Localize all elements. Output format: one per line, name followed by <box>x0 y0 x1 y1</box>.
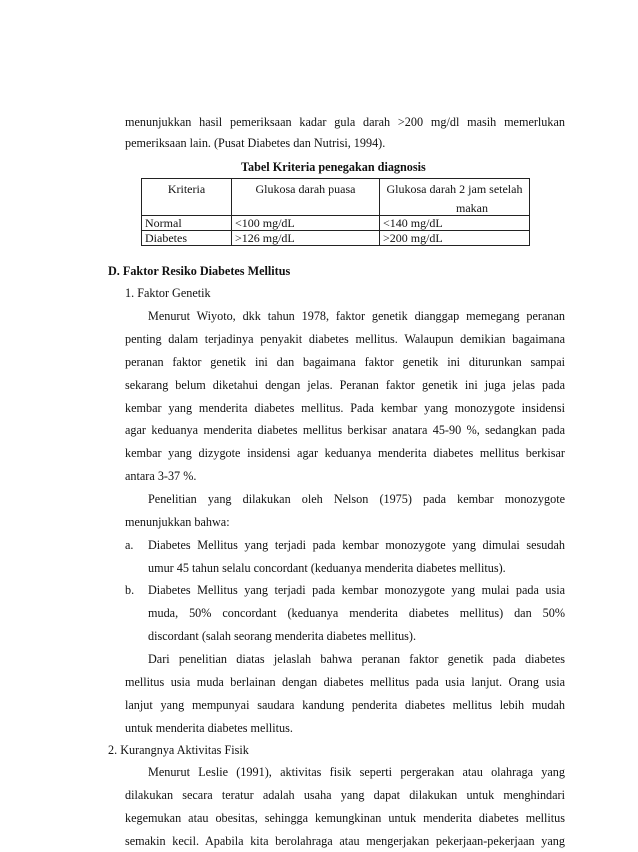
paragraph-line: menunjukkan bahwa: <box>125 514 230 529</box>
table-row <box>142 231 530 246</box>
paragraph-line: kembar yang menderita diabetes mellitus. Pada kembar yang monozygote insidensi <box>125 400 565 415</box>
table-header-cell: Glukosa darah puasa <box>232 179 380 216</box>
paragraph-line: untuk menderita diabetes mellitus. <box>125 720 293 735</box>
table-caption: Tabel Kriteria penegakan diagnosis <box>241 160 426 174</box>
table-row <box>142 216 530 231</box>
paragraph-line: dilakukan secara teratur adalah usaha yang dapat dilakukan untuk menghindari <box>125 788 565 803</box>
table-cell: >200 mg/dL <box>380 231 530 246</box>
section-heading: D. Faktor Resiko Diabetes Mellitus <box>108 264 291 279</box>
list-item-line: discordant (salah seorang menderita diabetes mellitus). <box>148 629 417 644</box>
table-header-row <box>142 179 530 216</box>
table-cell: <140 mg/dL <box>380 216 530 231</box>
paragraph-line: Dari penelitian diatas jelaslah bahwa peranan faktor genetik pada diabetes <box>148 652 565 666</box>
paragraph-line: kegemukan atau obesitas, sehingga kemungkinan untuk menderita diabetes mellitus <box>125 811 565 826</box>
list-marker: a. <box>125 537 134 552</box>
list-item-line: Diabetes Mellitus yang terjadi pada kembar monozygote yang dimulai sesudah <box>148 537 565 552</box>
paragraph-line: mellitus usia muda berlainan dengan diabetes mellitus pada usia lanjut. Orang usia <box>125 674 565 689</box>
criteria-table <box>141 178 530 246</box>
paragraph-line: antara 3-37 %. <box>125 469 197 484</box>
paragraph-line: kembar yang dizygote insidensi agar keduanya menderita diabetes mellitus berkisar <box>125 446 565 461</box>
table-cell: Diabetes <box>142 231 232 246</box>
table-header-cell-line1: Glukosa darah 2 jam setelah <box>386 182 523 196</box>
list-marker: b. <box>125 583 135 598</box>
paragraph-line: peranan faktor genetik ini dan bagaimana faktor genetik ini diturunkan sampai <box>125 354 565 369</box>
table-cell: <100 mg/dL <box>232 216 380 231</box>
paragraph-line: penting dalam terjadinya penyakit diabetes mellitus. Walaupun demikian bagaimana <box>125 331 565 346</box>
paragraph-line: Menurut Wiyoto, dkk tahun 1978, faktor genetik dianggap memegang peranan <box>148 309 565 324</box>
paragraph-line: pemeriksaan lain. (Pusat Diabetes dan Nutrisi, 1994). <box>125 136 386 150</box>
subsection-title: 2. Kurangnya Aktivitas Fisik <box>108 742 249 757</box>
paragraph-line: agar keduanya menderita diabetes mellitus berkisar anatara 45-90 %, sedangkan pada <box>125 423 565 438</box>
paragraph-line: Penelitian yang dilakukan oleh Nelson (1975) pada kembar monozygote <box>148 492 565 506</box>
paragraph-line: Menurut Leslie (1991), aktivitas fisik seperti pergerakan atau olahraga yang <box>148 765 565 780</box>
table-header-cell: Kriteria <box>142 179 232 216</box>
table-header-cell-line2: makan <box>456 201 488 215</box>
list-item-line: muda, 50% concordant (keduanya menderita diabetes mellitus) dan 50% <box>148 606 565 621</box>
list-item-line: umur 45 tahun selalu concordant (keduanya menderita diabetes mellitus). <box>148 560 506 575</box>
table-cell: Normal <box>142 216 232 231</box>
paragraph-line: semakin kecil. Apabila kita berolahraga atau mengerjakan pekerjaan-pekerjaan yang <box>125 834 565 848</box>
subsection-title: 1. Faktor Genetik <box>125 286 211 301</box>
list-item-line: Diabetes Mellitus yang terjadi pada kembar monozygote yang mulai pada usia <box>148 583 565 598</box>
table-cell: >126 mg/dL <box>232 231 380 246</box>
table-header-cell <box>380 179 530 216</box>
paragraph-line: sekarang belum diketahui dengan jelas. Peranan faktor genetik ini juga jelas pada <box>125 377 565 392</box>
paragraph-line: lanjut yang mempunyai saudara kandung penderita diabetes mellitus lebih mudah <box>125 697 565 712</box>
paragraph-line: menunjukkan hasil pemeriksaan kadar gula darah >200 mg/dl masih memerlukan <box>125 115 565 129</box>
